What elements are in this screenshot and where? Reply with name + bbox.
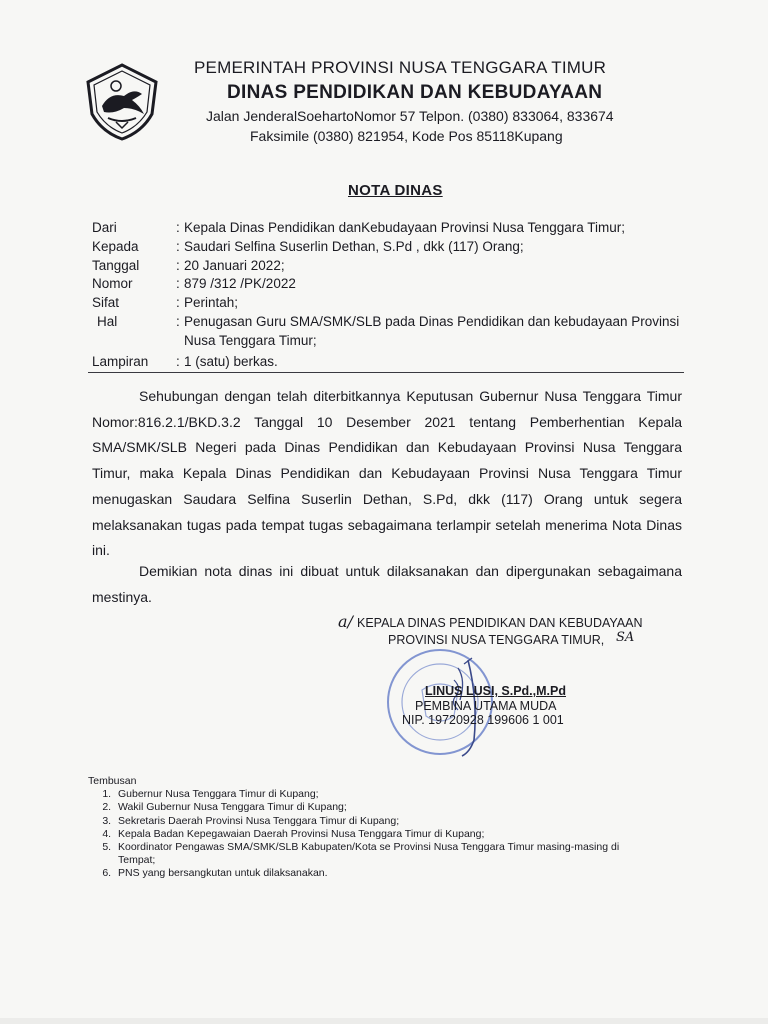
header-agency-name: DINAS PENDIDIKAN DAN KEBUDAYAAN bbox=[227, 82, 603, 103]
body-paragraph-1: Sehubungan dengan telah diterbitkannya Keputusan Gubernur Nusa Tenggara Timur Nomor:816.2.1/BKD.3.2 Tanggal 10 Desember 2021 tentang Pemberhentian Kepala SMA/SMK/SLB Negeri pada Dinas Pendidikan dan Kebudayaan Provinsi Nusa Tenggara Timur, maka Kepala Dinas Pendidikan dan Kebudayaan Provinsi Nusa Tenggara Timur menugaskan Saudara Selfina Suserlin Dethan, S.Pd, dkk (117) Orang untuk segera melaksanakan tugas pada tempat tugas sebagaimana terlampir setelah menerima Nota Dinas ini. bbox=[92, 388, 682, 559]
header-fax: Faksimile (0380) 821954, Kode Pos 85118Kupang bbox=[250, 128, 563, 144]
signature-prefix: a/ bbox=[338, 612, 353, 631]
meta-row-dari bbox=[92, 219, 704, 238]
signatory-rank: PEMBINA UTAMA MUDA bbox=[415, 699, 557, 713]
meta-separator: : bbox=[176, 313, 180, 329]
body-paragraph-2: Demikian nota dinas ini dibuat untuk dilaksanakan dan dipergunakan sebagaimana mestinya. bbox=[92, 563, 682, 605]
signature-office-line1: KEPALA DINAS PENDIDIKAN DAN KEBUDAYAAN bbox=[357, 616, 643, 630]
meta-label: Sifat bbox=[92, 295, 120, 311]
signatory-nip: NIP. 19720928 199606 1 001 bbox=[402, 713, 564, 727]
meta-separator: : bbox=[176, 220, 180, 235]
meta-separator: : bbox=[176, 353, 180, 369]
meta-value: 1 (satu) berkas. bbox=[184, 353, 278, 369]
copies-item: 6. PNS yang bersangkutan untuk dilaksanakan. bbox=[114, 867, 648, 880]
signatory-name: LINUS LUSI, S.Pd.,M.Pd bbox=[425, 684, 566, 698]
copies-section bbox=[88, 775, 648, 881]
meta-separator: : bbox=[176, 295, 180, 311]
meta-value: 20 Januari 2022; bbox=[184, 257, 285, 273]
meta-row-tanggal bbox=[92, 257, 704, 276]
provincial-emblem-logo bbox=[84, 62, 160, 142]
header-address: Jalan JenderalSoehartoNomor 57 Telpon. (0380) 833064, 833674 bbox=[206, 108, 614, 124]
meta-label: Nomor bbox=[92, 276, 133, 292]
meta-label: Tanggal bbox=[92, 257, 140, 273]
separator-line bbox=[88, 372, 684, 373]
page-bottom-edge bbox=[0, 1018, 768, 1024]
meta-row-kepada bbox=[92, 238, 704, 257]
signature-initial: SA bbox=[616, 630, 635, 645]
meta-label: Kepada bbox=[92, 238, 139, 254]
header-government-name: PEMERINTAH PROVINSI NUSA TENGGARA TIMUR bbox=[194, 58, 607, 77]
meta-row-sifat bbox=[92, 294, 704, 313]
copies-item: 4. Kepala Badan Kepegawaian Daerah Provinsi Nusa Tenggara Timur di Kupang; bbox=[114, 828, 648, 841]
copies-item: 5. Koordinator Pengawas SMA/SMK/SLB Kabupaten/Kota se Provinsi Nusa Tenggara Timur masing-masing di Tempat; bbox=[114, 841, 638, 867]
signature-office-line2: PROVINSI NUSA TENGGARA TIMUR, bbox=[388, 633, 605, 647]
meta-separator: : bbox=[176, 276, 180, 292]
meta-value: Perintah; bbox=[184, 295, 239, 311]
copies-item: 1. Gubernur Nusa Tenggara Timur di Kupang; bbox=[114, 788, 648, 801]
meta-value: Saudari Selfina Suserlin Dethan, S.Pd , dkk (117) Orang; bbox=[184, 238, 524, 254]
meta-separator: : bbox=[176, 257, 180, 273]
meta-row-nomor bbox=[92, 275, 704, 294]
meta-value: 879 /312 /PK/2022 bbox=[184, 276, 296, 292]
copies-item: 3. Sekretaris Daerah Provinsi Nusa Tenggara Timur di Kupang; bbox=[114, 815, 648, 828]
copies-item: 2. Wakil Gubernur Nusa Tenggara Timur di Kupang; bbox=[114, 801, 648, 814]
meta-separator: : bbox=[176, 238, 180, 254]
meta-label: Dari bbox=[92, 220, 117, 235]
copies-heading: Tembusan bbox=[88, 775, 137, 787]
meta-value: Penugasan Guru SMA/SMK/SLB pada Dinas Pendidikan dan kebudayaan Provinsi Nusa Tenggara Timur; bbox=[184, 313, 680, 348]
meta-label: Hal bbox=[97, 313, 118, 329]
copies-list bbox=[88, 788, 648, 880]
meta-label: Lampiran bbox=[92, 353, 149, 369]
meta-row-lampiran bbox=[92, 353, 704, 372]
meta-value: Kepala Dinas Pendidikan danKebudayaan Provinsi Nusa Tenggara Timur; bbox=[184, 220, 626, 235]
document-title: NOTA DINAS bbox=[348, 182, 443, 199]
memo-metadata bbox=[92, 219, 704, 371]
meta-row-hal bbox=[92, 313, 704, 351]
